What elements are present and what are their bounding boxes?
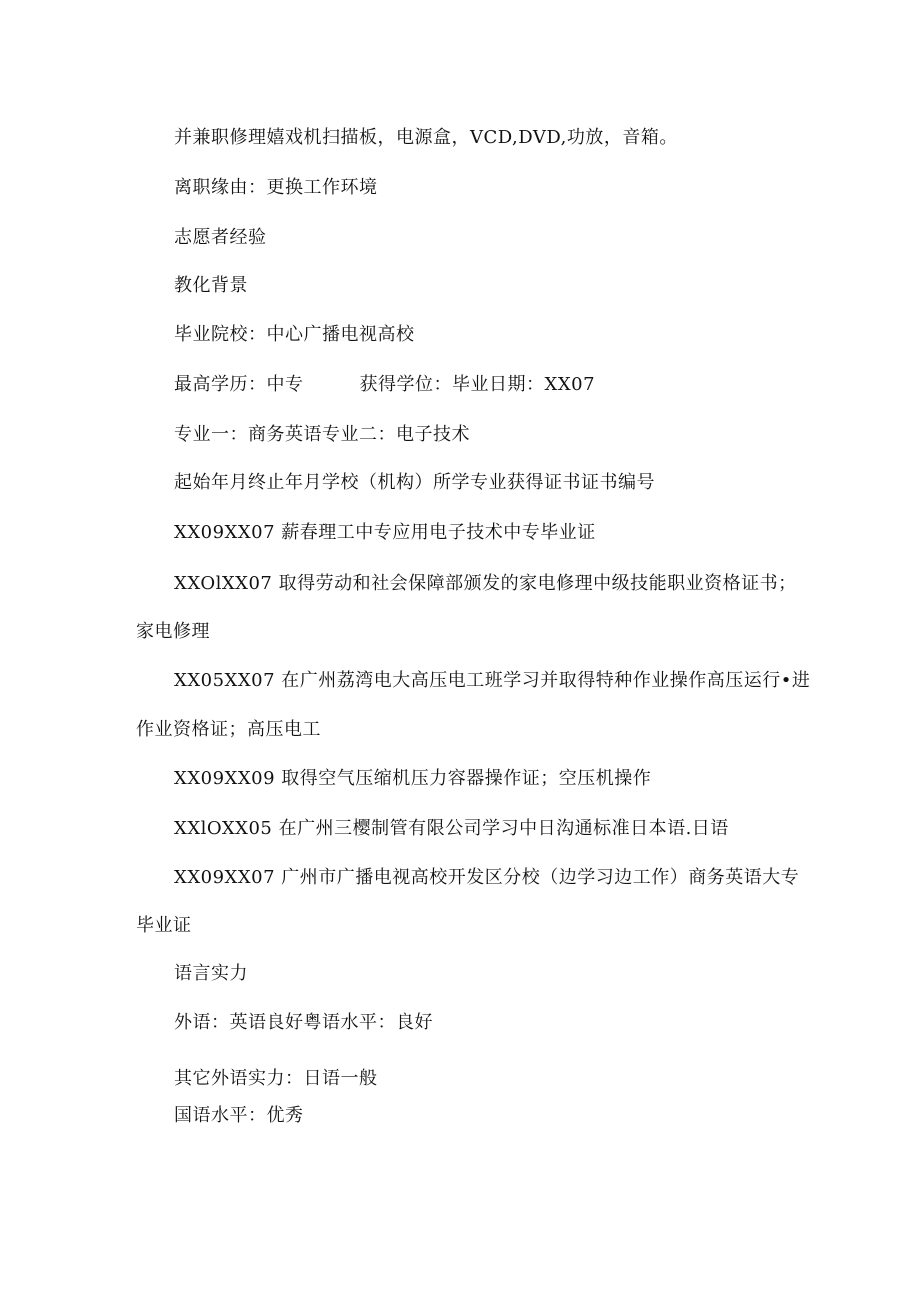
education-entry: XX09XX09 取得空气压缩机压力容器操作证；空压机操作 [174,768,652,789]
education-entry-continued: 家电修理 [136,621,210,642]
education-entry-continued: 毕业证 [136,915,192,936]
education-entry: XXOlXX07 取得劳动和社会保障部颁发的家电修理中级技能职业资格证书； [174,573,797,594]
text-line-highest-degree [174,373,595,397]
table-header-line: 起始年月终止年月学校（机构）所学专业获得证书证书编号 [174,472,655,493]
text-line-foreign-language: 外语：英语良好粤语水平：良好 [174,1012,433,1033]
highest-education: 最高学历：中专 [174,374,304,395]
section-heading-education: 教化背景 [174,275,248,296]
education-entry-continued: 作业资格证；高压电工 [136,719,321,740]
section-heading-language: 语言实力 [174,963,248,984]
text-line-repair-work: 并兼职修理嬉戏机扫描板，电源盒，VCD,DVD,功放，音箱。 [174,127,678,148]
text-line-mandarin: 国语水平：优秀 [174,1105,304,1126]
degree-and-graduation-date: 获得学位：毕业日期：XX07 [359,374,596,395]
education-entry: XX05XX07 在广州荔湾电大高压电工班学习并取得特种作业操作高压运行•进 [174,670,811,691]
education-entry: XX09XX07 广州市广播电视高校开发区分校（边学习边工作）商务英语大专 [174,867,800,888]
education-entry: XX09XX07 薪春理工中专应用电子技术中专毕业证 [174,522,596,543]
education-entry: XXlOXX05 在广州三樱制管有限公司学习中日沟通标准日本语.日语 [174,818,729,839]
text-line-other-language: 其它外语实力：日语一般 [174,1068,378,1089]
section-heading-volunteer: 志愿者经验 [174,227,267,248]
text-line-leave-reason: 离职缘由：更换工作环境 [174,177,378,198]
text-line-majors: 专业一：商务英语专业二：电子技术 [174,424,470,445]
text-line-school: 毕业院校：中心广播电视高校 [174,324,415,345]
